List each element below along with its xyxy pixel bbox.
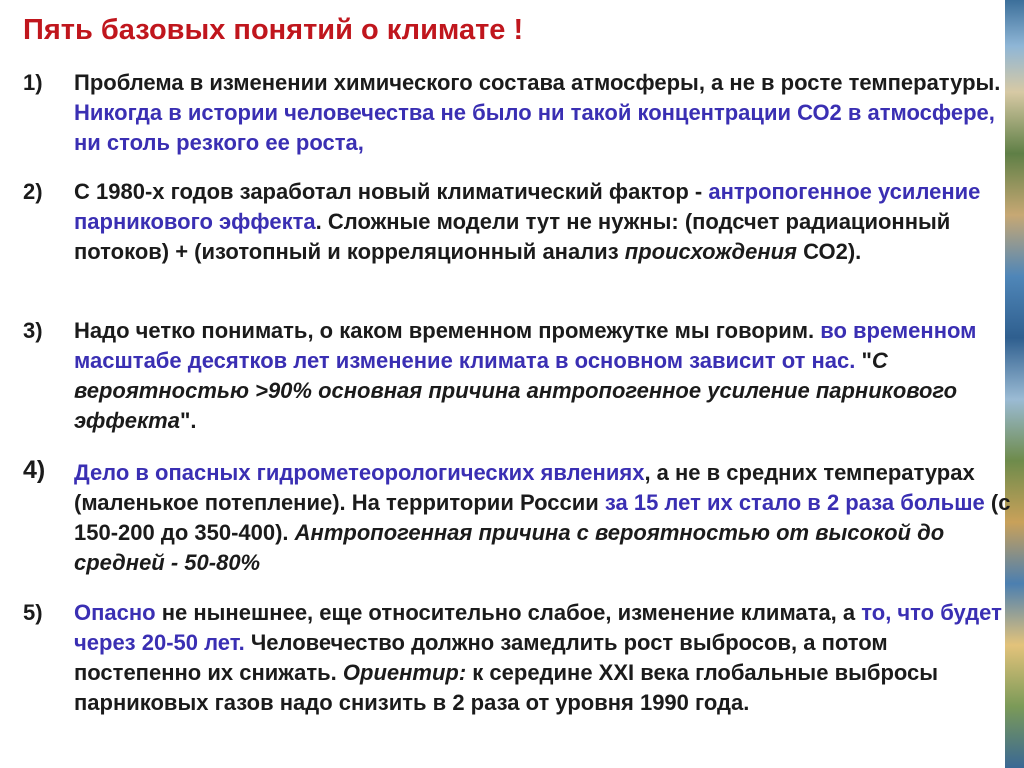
- item-number: 5): [23, 600, 43, 625]
- item-text-plain: ": [855, 348, 872, 373]
- item-number: 3): [23, 318, 43, 343]
- item-number: 1): [23, 70, 43, 95]
- item-text-plain: к середине XXI века глобальные выбросы парниковых газов надо снизить в 2 раза от уровня 1990 года.: [74, 660, 939, 715]
- item-text-italic: Антропогенная причина с вероятностью от высокой до средней - 50-80%: [74, 520, 945, 575]
- item-text: [74, 598, 1014, 718]
- item-text-highlight: Дело в опасных гидрометеорологических явлениях: [74, 460, 645, 485]
- item-text-plain: СО2).: [797, 239, 862, 264]
- item-text-plain: С 1980-х годов заработал новый климатический фактор -: [74, 179, 709, 204]
- item-text-plain: ".: [179, 408, 197, 433]
- item-text-plain: . Сложные модели тут не нужны: (подсчет радиационный потоков) + (изотопный и корреляционный анализ: [74, 209, 951, 264]
- item-text: [74, 316, 1014, 436]
- item-text-highlight: во временном масштабе десятков лет изменение климата в основном зависит от нас.: [74, 318, 977, 373]
- item-text-plain: Проблема в изменении химического состава атмосферы, а не в росте температуры.: [74, 70, 1001, 95]
- item-text-highlight: то, что будет через 20-50 лет.: [74, 600, 1002, 655]
- item-text: [74, 68, 1014, 158]
- item-number: 4): [23, 456, 46, 484]
- item-text-highlight: Опасно: [74, 600, 156, 625]
- item-text-highlight: Никогда в истории человечества не было ни такой концентрации СО2 в атмосфере, ни столь резкого ее роста,: [74, 100, 995, 155]
- item-text-plain: не нынешнее, еще относительно слабое, изменение климата, а: [155, 600, 862, 625]
- item-number: 2): [23, 179, 43, 204]
- item-text-plain: , а не в средних температурах (маленькое потепление). На территории России: [74, 460, 975, 515]
- item-text-plain: Надо четко понимать, о каком временном промежутке мы говорим.: [74, 318, 821, 343]
- item-text-italic: происхождения: [624, 239, 798, 264]
- item-text-plain: Человечество должно замедлить рост выбросов, а потом постепенно их снижать.: [74, 630, 888, 685]
- item-text-italic: Ориентир:: [342, 660, 467, 685]
- item-text-highlight: за 15 лет их стало в 2 раза больше: [604, 490, 985, 515]
- slide-title: Пять базовых понятий о климате !: [23, 14, 524, 46]
- item-text-plain: (с 150-200 до 350-400).: [74, 490, 1011, 545]
- item-text: [74, 458, 1014, 578]
- item-text-italic: С вероятностью >90% основная причина антропогенное усиление парникового эффекта: [74, 348, 958, 433]
- item-text-highlight: антропогенное усиление парникового эффекта: [74, 179, 981, 234]
- item-text: [74, 177, 1014, 267]
